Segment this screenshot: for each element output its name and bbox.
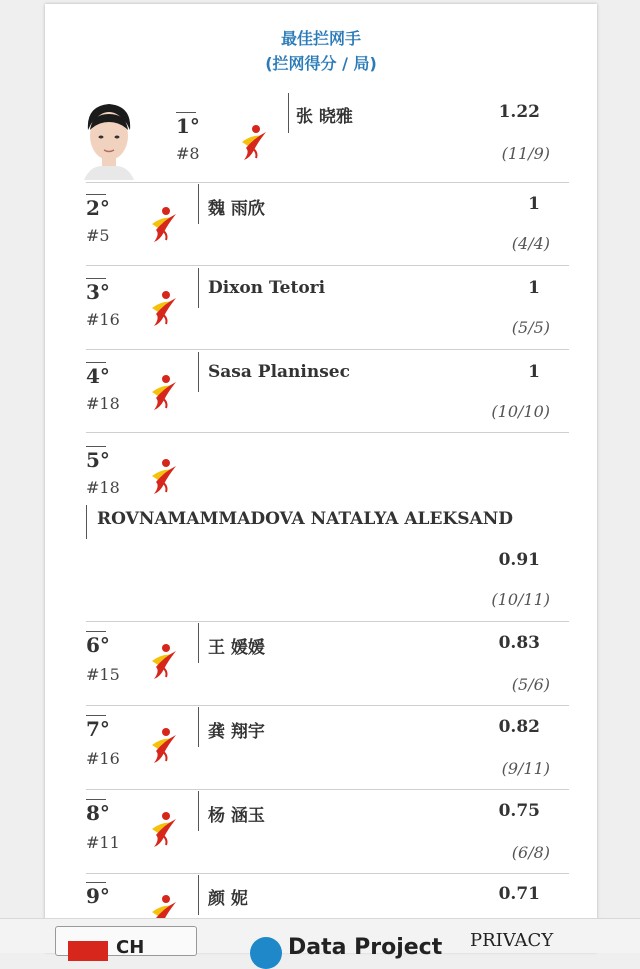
player-name[interactable]: 杨 涵玉 [208,806,265,826]
rank-label: 2° [86,196,110,220]
rank-overline [86,882,106,883]
rank-overline [86,446,106,447]
team-logo-icon [150,290,178,330]
team-logo-icon [150,206,178,246]
name-separator [198,623,199,663]
row-divider [86,265,569,266]
brand-name[interactable]: Data Project [288,935,443,960]
rank-overline [176,112,196,113]
rank-label: 4° [86,364,110,388]
rank-label: 5° [86,448,110,472]
name-separator [198,352,199,392]
player-name[interactable]: Dixon Tetori [208,278,326,298]
player-name[interactable]: 魏 雨欣 [208,199,265,219]
name-separator [198,184,199,224]
rank-overline [86,799,106,800]
player-number: #18 [86,394,120,413]
player-name[interactable]: 颜 妮 [208,889,248,909]
team-logo-icon [150,458,178,498]
rank-overline [86,715,106,716]
player-number: #15 [86,665,120,684]
name-separator [198,268,199,308]
team-logo-icon [150,643,178,683]
row-divider [86,621,569,622]
rank-overline [86,362,106,363]
player-number: #8 [176,144,200,163]
rank-overline [86,194,106,195]
block-score: 1 [528,362,540,382]
name-separator [198,707,199,747]
block-ratio: (11/9) [501,144,550,163]
player-number: #18 [86,478,120,497]
player-name[interactable]: ROVNAMAMMADOVA NATALYA ALEKSAND [97,509,513,529]
rank-overline [86,278,106,279]
rank-overline [86,631,106,632]
language-label: CH [116,937,145,958]
name-separator [198,791,199,831]
team-logo-icon [240,124,268,164]
row-divider [86,789,569,790]
rank-label: 1° [176,114,200,138]
rank-label: 8° [86,801,110,825]
player-number: #16 [86,310,120,329]
block-score: 0.91 [498,550,540,570]
block-ratio: (10/10) [491,402,550,421]
player-name[interactable]: 龚 翔宇 [208,722,265,742]
block-score: 0.75 [498,801,540,821]
block-score: 0.71 [498,884,540,904]
block-ratio: (4/4) [511,234,550,253]
block-ratio: (5/6) [511,675,550,694]
data-project-logo-icon [250,937,282,969]
flag-icon [68,941,108,961]
privacy-link[interactable]: PRIVACY [470,930,554,951]
rank-label: 3° [86,280,110,304]
block-score: 0.83 [498,633,540,653]
block-ratio: (6/8) [511,843,550,862]
block-ratio: (10/11) [491,590,550,609]
team-logo-icon [150,727,178,767]
player-name[interactable]: 王 媛媛 [208,638,265,658]
page-title: 最佳拦网手 [280,29,361,48]
player-number: #5 [86,226,110,245]
row-divider [86,182,569,183]
block-ratio: (9/11) [501,759,550,778]
row-divider [86,705,569,706]
rank-label: 6° [86,633,110,657]
block-ratio: (5/5) [511,318,550,337]
name-separator [86,505,87,539]
block-score: 1 [528,278,540,298]
row-divider [86,349,569,350]
player-name[interactable]: 张 晓雅 [296,107,353,127]
team-logo-icon [150,811,178,851]
block-score: 0.82 [498,717,540,737]
row-divider [86,873,569,874]
player-avatar [80,100,138,180]
name-separator [288,93,289,133]
team-logo-icon [150,374,178,414]
player-number: #16 [86,749,120,768]
rank-label: 9° [86,884,110,908]
player-number: #11 [86,833,120,852]
name-separator [198,875,199,915]
row-divider [86,432,569,433]
page-subtitle: (拦网得分 / 局) [265,54,377,73]
rank-label: 7° [86,717,110,741]
player-name[interactable]: Sasa Planinsec [208,362,350,382]
block-score: 1.22 [498,102,540,122]
block-score: 1 [528,194,540,214]
